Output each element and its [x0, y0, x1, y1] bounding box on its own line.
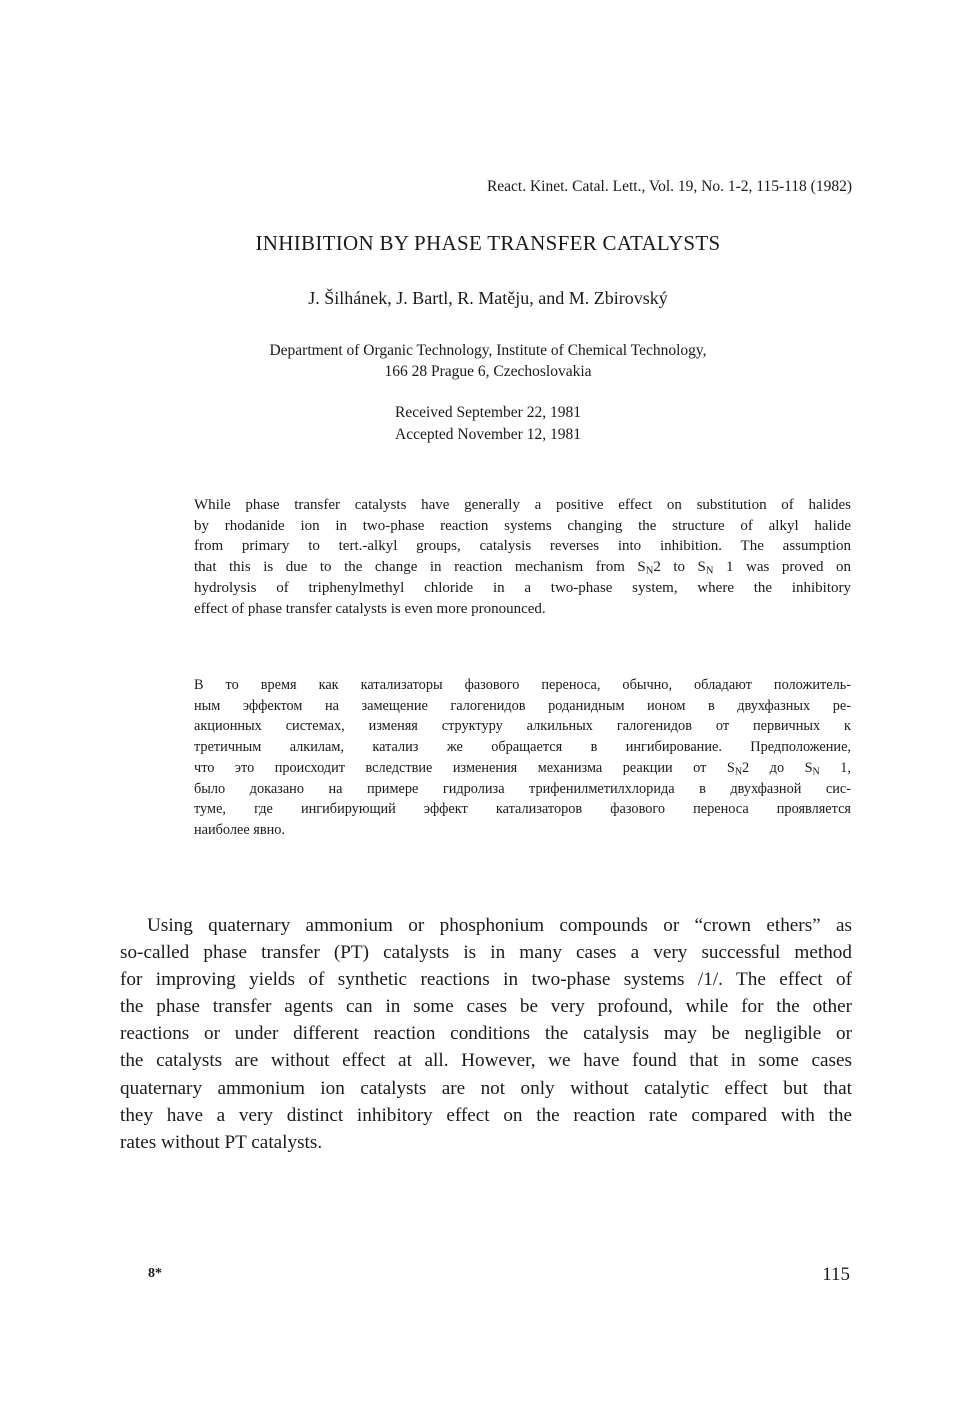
body-line: the phase transfer agents can in some cases be very profound, while for the other: [120, 996, 852, 1018]
abstract-line: ным эффектом на замещение галогенидов роданидным ионом в двухфазных ре-: [194, 697, 851, 714]
body-line: quaternary ammonium ion catalysts are not only without catalytic effect but that: [120, 1077, 852, 1099]
abstract-line: наиболее явно.: [194, 821, 285, 838]
abstract-line: While phase transfer catalysts have generally a positive effect on substitution of halides: [194, 497, 851, 513]
abstract-line: [194, 557, 851, 578]
abstract-line: effect of phase transfer catalysts is even more pronounced.: [194, 600, 546, 617]
body-paragraph: [120, 912, 852, 1156]
abstract-text: that this is due to the change in reaction mechanism from S: [194, 559, 646, 576]
subscript: N: [705, 565, 714, 577]
body-line: so-called phase transfer (PT) catalysts is in many cases a very successful method: [120, 942, 852, 964]
body-line: Using quaternary ammonium or phosphonium compounds or “crown ethers” as: [147, 915, 852, 936]
page-number: 115: [822, 1264, 850, 1285]
submission-dates: [0, 402, 976, 446]
article-title: INHIBITION BY PHASE TRANSFER CATALYSTS: [255, 231, 721, 255]
abstract-text: что это происходит вследствие изменения механизма реакции от S: [194, 759, 735, 776]
abstract-line: hydrolysis of triphenylmethyl chloride in a two-phase system, where the inhibitory: [194, 579, 851, 596]
abstract-line: В то время как катализаторы фазового переноса, обычно, обладают положитель-: [194, 677, 851, 693]
subscript: N: [812, 766, 820, 778]
abstract-line: by rhodanide ion in two-phase reaction systems changing the structure of alkyl halide: [194, 517, 851, 534]
body-line: for improving yields of synthetic reactions in two-phase systems /1/. The effect of: [120, 969, 852, 991]
author-list: J. Šilhánek, J. Bartl, R. Matěju, and M. Zbirovský: [308, 288, 668, 308]
body-line: rates without PT catalysts.: [120, 1131, 323, 1153]
accepted-date: Accepted November 12, 1981: [395, 426, 581, 443]
abstract-text: 1,: [840, 759, 852, 776]
abstract-line: from primary to tert.-alkyl groups, catalysis reverses into inhibition. The assumption: [194, 538, 851, 555]
affiliation-line: 166 28 Prague 6, Czechoslovakia: [384, 363, 592, 380]
body-line: reactions or under different reaction conditions the catalysis may be negligible or: [120, 1023, 852, 1045]
received-date: Received September 22, 1981: [395, 404, 581, 421]
abstract-line: [194, 758, 851, 779]
abstract-line: акционных системах, изменяя структуру алкильных галогенидов от первичных к: [194, 718, 851, 735]
affiliation-line: Department of Organic Technology, Institute of Chemical Technology,: [269, 342, 707, 359]
abstract-english: [194, 495, 851, 619]
footnote-mark: 8*: [148, 1266, 162, 1281]
abstract-line: третичным алкилам, катализ же обращается в ингибирование. Предположение,: [194, 739, 851, 756]
affiliation: [0, 340, 976, 382]
body-line: they have a very distinct inhibitory effect on the reaction rate compared with the: [120, 1104, 852, 1126]
abstract-text: 2 to S: [653, 559, 706, 576]
abstract-line: было доказано на примере гидролиза трифенилметилхлорида в двухфазной сис-: [194, 780, 851, 797]
journal-reference: React. Kinet. Catal. Lett., Vol. 19, No. 1-2, 115-118 (1982): [486, 178, 852, 195]
body-line: the catalysts are without effect at all. However, we have found that in some cases: [120, 1050, 852, 1072]
subscript: N: [734, 766, 743, 778]
abstract-text: 1 was proved on: [725, 559, 852, 576]
abstract-russian: [194, 675, 851, 841]
subscript: N: [645, 565, 654, 577]
abstract-text: 2 до S: [742, 759, 813, 776]
abstract-line: туме, где ингибирующий эффект катализаторов фазового переноса проявляется: [194, 801, 851, 818]
